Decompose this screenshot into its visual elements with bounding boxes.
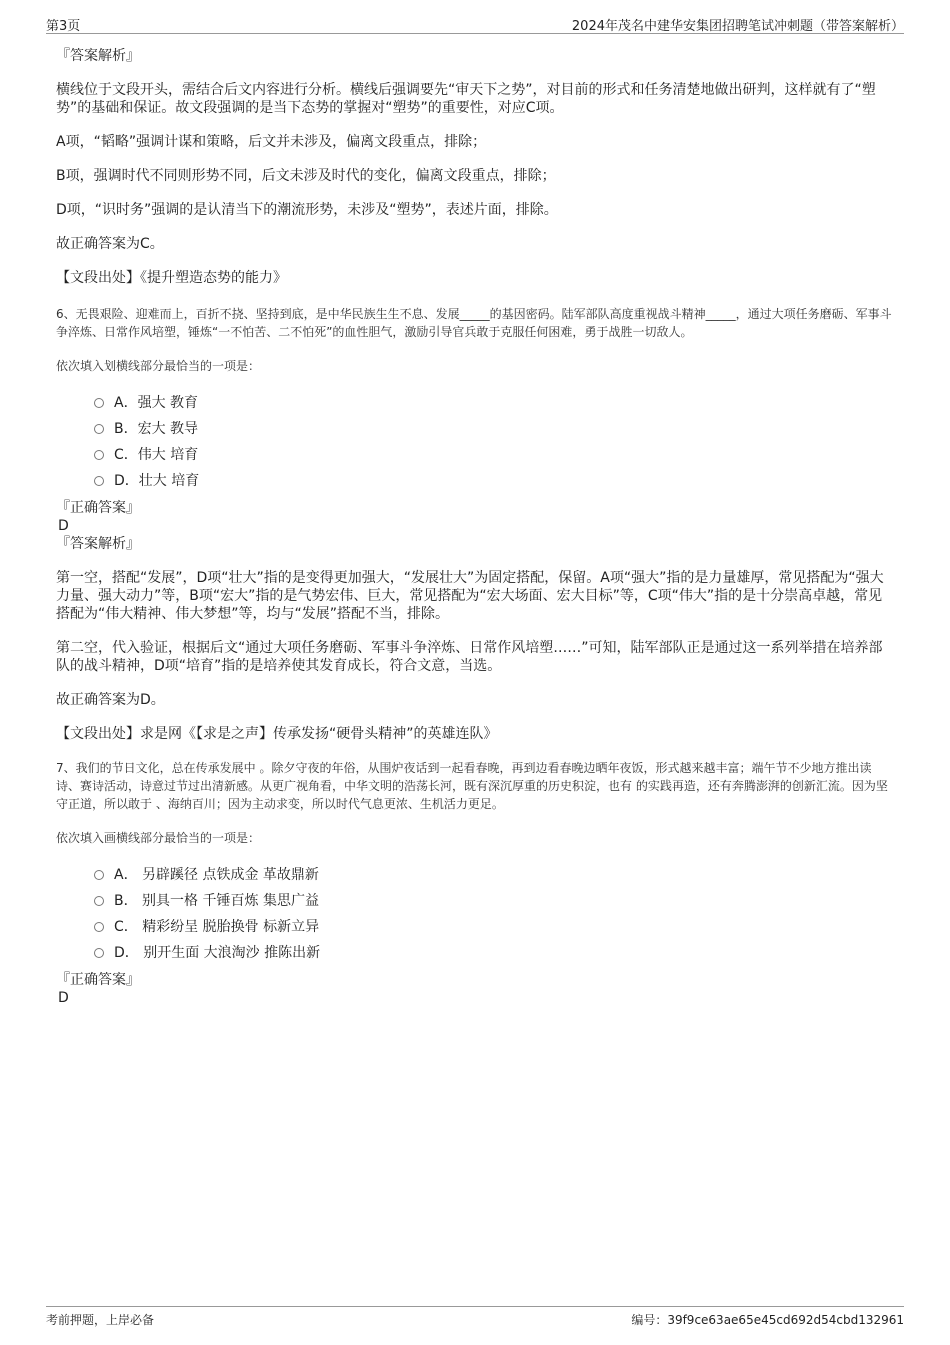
option-label: A．强大 教育 [114, 395, 199, 411]
question-stem: 6、无畏艰险、迎难而上，百折不挠、坚持到底，是中华民族生生不息、发展_____的基因密码。陆军部队高度重视战斗精神_____，通过大项任务磨砺、军事斗争淬炼、日常作风培塑，锤炼“一不怕苦、二不怕死”的血性胆气，激励引导官兵敢于克服任何困难，勇于战胜一切敌人。 [56, 307, 892, 339]
analysis-conclusion: 故正确答案为C。 [56, 236, 164, 252]
option-c[interactable] [94, 914, 894, 940]
radio-icon[interactable] [94, 870, 104, 880]
analysis-label: 『答案解析』 [56, 536, 140, 552]
page-header [46, 13, 904, 34]
question-stem: 7、我们的节日文化，总在传承发展中 。除夕守夜的年俗，从围炉夜话到一起看春晚，再到边看春晚边晒年夜饭，形式越来越丰富；端午节不少地方推出读诗、赛诗活动，诗意过节过出清新感。从更广视角看，中华文明的浩荡长河，既有深沉厚重的历史积淀，也有 的实践再造，还有奔腾澎湃的创新汇流。因为坚守正道，所以敢于 、海纳百川；因为主动求变，所以时代气息更浓、生机活力更足。 [56, 761, 888, 811]
option-label: B．宏大 教导 [114, 421, 199, 437]
correct-answer: D [58, 518, 69, 534]
analysis-paragraph: 第一空，搭配“发展”，D项“壮大”指的是变得更加强大，“发展壮大”为固定搭配，保留。A项“强大”指的是力量雄厚，常见搭配为“强大力量、强大动力”等，B项“宏大”指的是气势宏伟、巨大，常见搭配为“宏大场面、宏大目标”等，C项“伟大”指的是十分崇高卓越，常见搭配为“伟大精神、伟大梦想”等，均与“发展”搭配不当，排除。 [56, 570, 884, 622]
radio-icon[interactable] [94, 424, 104, 434]
correct-answer: D [58, 990, 69, 1006]
question-prompt: 依次填入划横线部分最恰当的一项是： [56, 359, 261, 373]
radio-icon[interactable] [94, 450, 104, 460]
option-list [56, 862, 894, 966]
correct-answer-label: 『正确答案』 [56, 972, 140, 988]
source-citation: 【文段出处】求是网《【求是之声】传承发扬“硬骨头精神”的英雄连队》 [56, 726, 498, 742]
option-label: C．伟大 培育 [114, 447, 199, 463]
analysis-paragraph: A项，“韬略”强调计谋和策略，后文并未涉及，偏离文段重点，排除； [56, 134, 487, 150]
analysis-conclusion: 故正确答案为D。 [56, 692, 165, 708]
option-b[interactable] [94, 888, 894, 914]
option-a[interactable] [94, 862, 894, 888]
option-c[interactable] [94, 442, 894, 468]
page-content [56, 44, 894, 1007]
page-footer [46, 1306, 904, 1327]
option-list [56, 390, 894, 494]
radio-icon[interactable] [94, 896, 104, 906]
correct-answer-label: 『正确答案』 [56, 500, 140, 516]
option-label: D． 别开生面 大浪淘沙 推陈出新 [114, 945, 321, 961]
radio-icon[interactable] [94, 948, 104, 958]
radio-icon[interactable] [94, 922, 104, 932]
option-d[interactable] [94, 468, 894, 494]
analysis-paragraph: B项，强调时代不同则形势不同，后文未涉及时代的变化，偏离文段重点，排除； [56, 168, 556, 184]
source-citation: 【文段出处】《提升塑造态势的能力》 [56, 270, 287, 286]
analysis-paragraph: 第二空，代入验证，根据后文“通过大项任务磨砺、军事斗争淬炼、日常作风培塑……”可知，陆军部队正是通过这一系列举措在培养部队的战斗精神，D项“培育”指的是培养使其发育成长，符合文意，当选。 [56, 640, 883, 674]
footer-slogan: 考前押题，上岸必备 [46, 1313, 155, 1327]
option-d[interactable] [94, 940, 894, 966]
option-label: D．壮大 培育 [114, 473, 200, 489]
option-b[interactable] [94, 416, 894, 442]
option-label: B． 别具一格 千锤百炼 集思广益 [114, 893, 319, 909]
analysis-paragraph: D项，“识时务”强调的是认清当下的潮流形势，未涉及“塑势”，表述片面，排除。 [56, 202, 558, 218]
option-label: C． 精彩纷呈 脱胎换骨 标新立异 [114, 919, 320, 935]
analysis-label: 『答案解析』 [56, 48, 140, 64]
document-serial: 编号：39f9ce63ae65e45cd692d54cbd132961 [631, 1313, 904, 1327]
radio-icon[interactable] [94, 476, 104, 486]
option-label: A． 另辟蹊径 点铁成金 革故鼎新 [114, 867, 319, 883]
option-a[interactable] [94, 390, 894, 416]
analysis-paragraph: 横线位于文段开头，需结合后文内容进行分析。横线后强调要先“审天下之势”，对目前的形式和任务清楚地做出研判，这样就有了“塑势”的基础和保证。故文段强调的是当下态势的掌握对“塑势”的重要性，对应C项。 [56, 82, 876, 116]
radio-icon[interactable] [94, 398, 104, 408]
document-title: 2024年茂名中建华安集团招聘笔试冲刺题（带答案解析） [571, 19, 904, 34]
question-prompt: 依次填入画横线部分最恰当的一项是： [56, 831, 261, 845]
page-number: 第3页 [46, 19, 81, 34]
